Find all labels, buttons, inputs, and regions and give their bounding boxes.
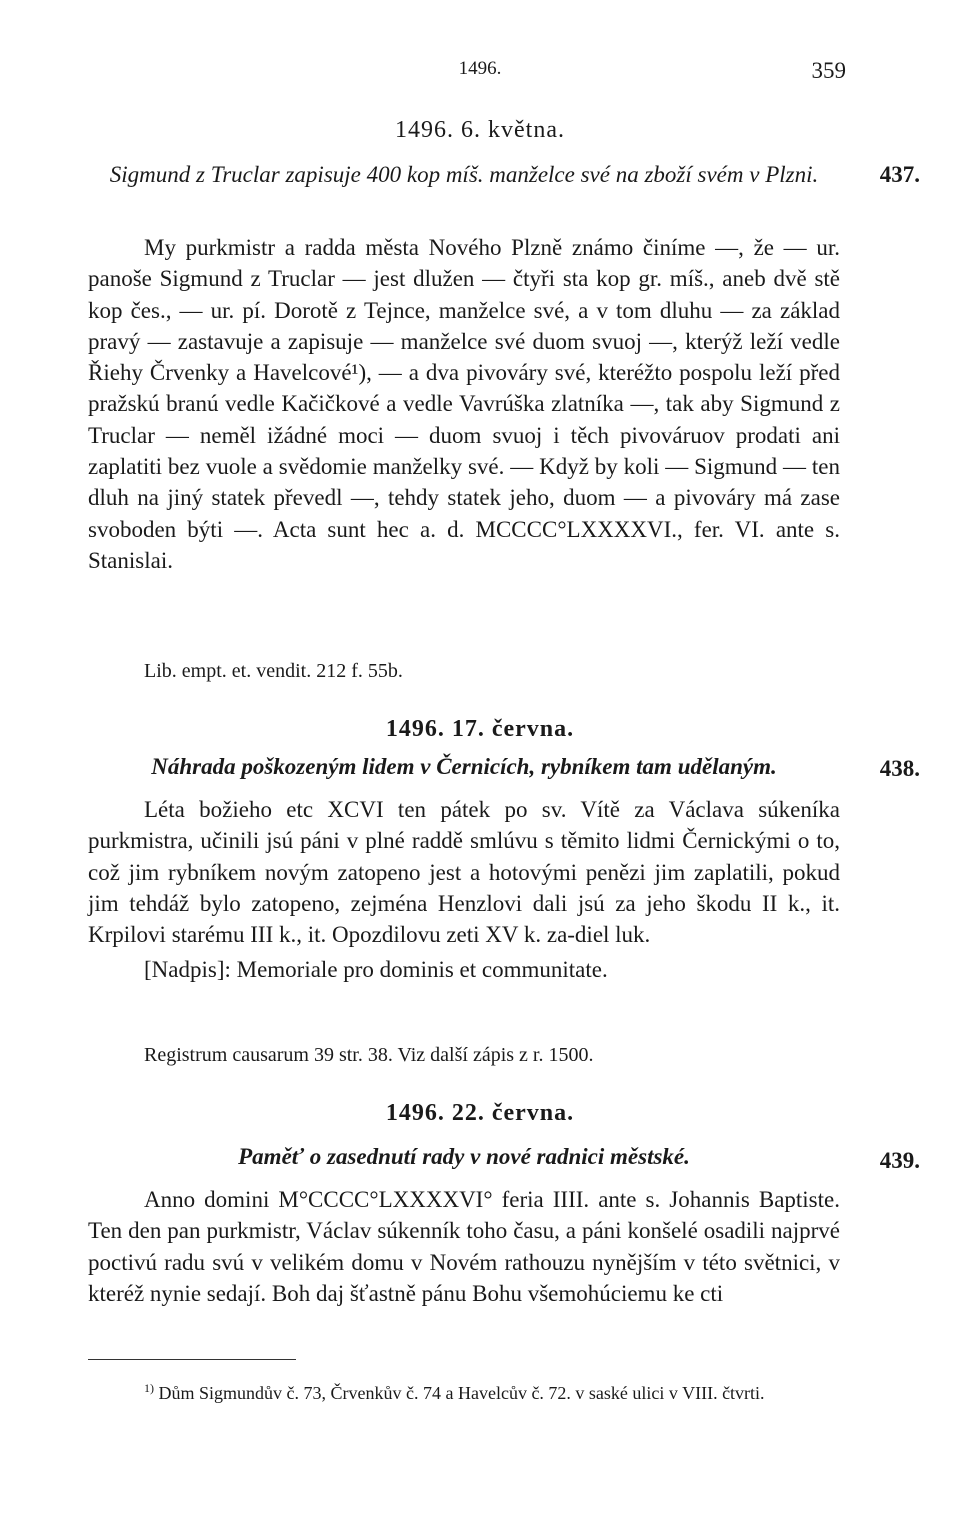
entry-number-439: 439.: [879, 1148, 920, 1173]
entry-date-437: 1496. 6. května.: [395, 117, 565, 143]
entry-number-437: 437.: [879, 162, 920, 187]
entry-paragraph: Léta božieho etc XCVI ten pátek po sv. Vítě za Václava súkeníka purkmistra, učinili jsú páni v plné raddě smlúvu s těmito lidmi Černickými o to, což jim rybníkem novým zatopeno jest a hotovými penězi jim zaplatili, pokud jim tehdáž bylo zatopeno, zejména Henzlovi dali jsú za jeho škodu II k., it. Krpilovi starému III k., it. Opozdilovu zeti XV k. za-diel luk.: [88, 797, 840, 948]
entry-regest-437: [88, 158, 840, 191]
entry-paragraph: My purkmistr a radda města Nového Plzně známo činíme —, že — ur. panoše Sigmund z Truclar — jest dlužen — čtyři sta kop gr. míš., aneb dvě stě kop čes., — ur. pí. Dorotě z Tejnce, manželce své, a v tom dluhu — za základ pravý — zastavuje a zapisuje — manželce své duom svuoj —, kterýž leží vedle Řiehy Črvenky a Havelcové¹), — a dva pivováry své, kteréžto pospolu leží před pražskú branú vedle Kačičkové a vedle Vavrúška zlatníka —, tak aby Sigmund z Truclar — neměl ižádné moci — duom svuoj i těch pivováruov prodati ani zaplatiti bez vuole a svědomie manželky své. — Když by koli — Sigmund — ten dluh na jiný statek převedl —, tehdy statek jeho, duom — a pivováry má zase svoboden býti —. Acta sunt hec a. d. MCCCC°LXXXXVI., fer. VI. ante s. Stanislai.: [88, 235, 840, 573]
regest-line: Náhrada poškozeným lidem v Černicích, rybníkem tam udělaným.: [151, 754, 777, 779]
running-header: 1496.: [458, 58, 502, 79]
footnote: [88, 1374, 840, 1408]
footnote-rule: [88, 1359, 296, 1360]
entry-paragraph: Anno domini M°CCCC°LXXXXVI° feria IIII. ante s. Johannis Baptiste. Ten den pan purkmistr, Václav súkenník toho času, a páni konšelé osadili najprvé poctivú radu svú v velikém domu v Novém rathouzu nynějším v této světnici, v kteréž nynie sedají. Boh daj šťastně pánu Bohu všemohúciemu ke cti: [88, 1187, 840, 1306]
entry-text-439: [88, 1184, 840, 1309]
entry-note: [Nadpis]: Memoriale pro dominis et communitate.: [144, 957, 608, 983]
regest-line: svém v Plzni.: [697, 162, 819, 187]
entry-date-439: 1496. 22. června.: [385, 1100, 575, 1126]
entry-number-438: 438.: [879, 756, 920, 781]
regest-line: Sigmund z Truclar zapisuje 400 kop míš. manželce své na zboží: [109, 162, 692, 187]
page-number: 359: [811, 58, 846, 83]
entry-source-438: Registrum causarum 39 str. 38. Viz další zápis z r. 1500.: [144, 1044, 594, 1066]
entry-date-438: 1496. 17. června.: [385, 716, 575, 742]
entry-text-437: [88, 232, 840, 576]
footnote-mark: 1): [144, 1381, 154, 1395]
entry-regest-439: [88, 1140, 840, 1173]
regest-line: Paměť o zasednutí rady v nové radnici městské.: [238, 1144, 690, 1169]
entry-source-437: Lib. empt. et. vendit. 212 f. 55b.: [144, 660, 403, 682]
footnote-text: Dům Sigmundův č. 73, Črvenkův č. 74 a Havelcův č. 72. v saské ulici v VIII. čtvrti.: [158, 1383, 765, 1403]
entry-regest-438: [88, 750, 840, 783]
entry-text-438: [88, 794, 840, 986]
